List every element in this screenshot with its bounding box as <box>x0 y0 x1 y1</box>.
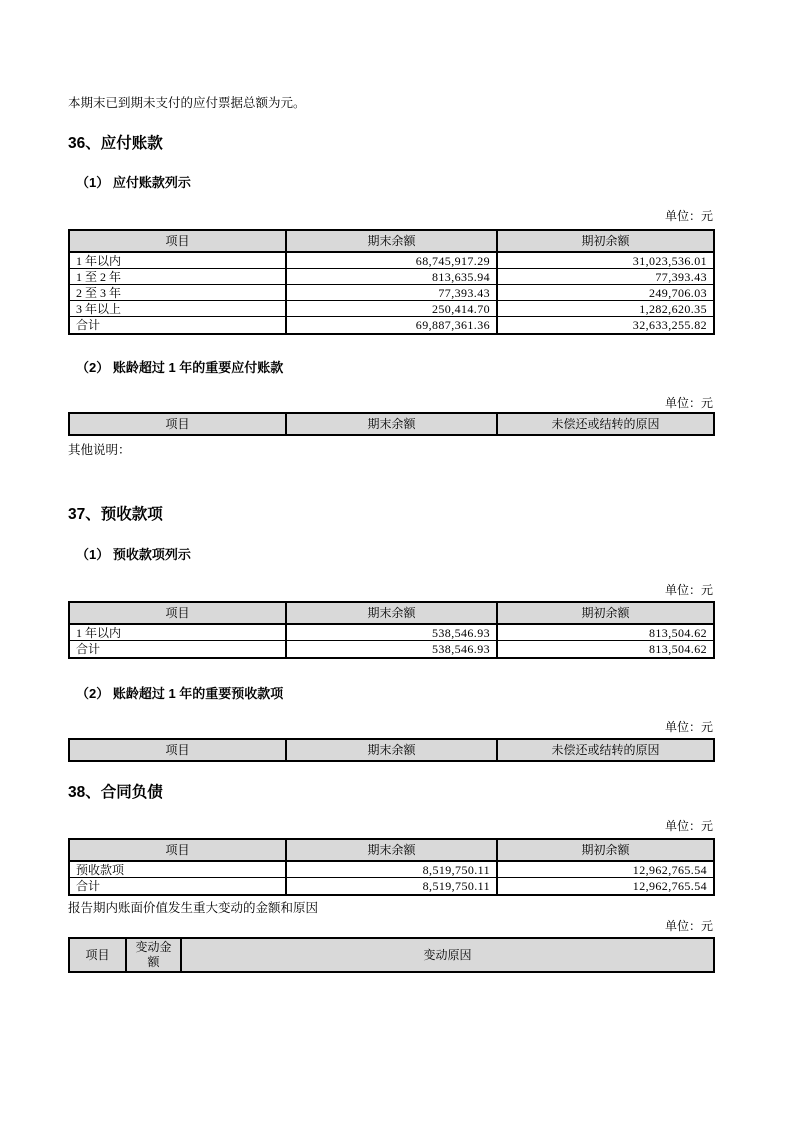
beginning-balance-cell: 31,023,536.01 <box>497 252 714 269</box>
ending-balance-cell: 8,519,750.11 <box>286 861 497 878</box>
table-header-row <box>69 413 714 435</box>
total-beginning-balance-cell: 813,504.62 <box>497 641 714 659</box>
item-cell: 1 至 2 年 <box>69 269 286 285</box>
ending-balance-cell: 538,546.93 <box>286 624 497 641</box>
column-header-unsettled-reason: 未偿还或结转的原因 <box>497 739 714 761</box>
section-36-sub-2-title: （2） 账龄超过 1 年的重要应付账款 <box>76 360 284 375</box>
table-row <box>69 861 714 878</box>
beginning-balance-cell: 12,962,765.54 <box>497 861 714 878</box>
column-header-ending-balance: 期末余额 <box>286 230 497 252</box>
beginning-balance-cell: 1,282,620.35 <box>497 301 714 317</box>
section-38-title: 38、合同负债 <box>68 784 163 801</box>
table-row <box>69 269 714 285</box>
ending-balance-cell: 250,414.70 <box>286 301 497 317</box>
section-36-sub-1-title: （1） 应付账款列示 <box>76 175 191 190</box>
column-header-item: 项目 <box>69 739 286 761</box>
section-36-title: 36、应付账款 <box>68 135 163 152</box>
ending-balance-cell: 813,635.94 <box>286 269 497 285</box>
item-cell: 1 年以内 <box>69 252 286 269</box>
total-row <box>69 641 714 659</box>
item-cell: 1 年以内 <box>69 624 286 641</box>
table-header-row <box>69 938 714 972</box>
column-header-ending-balance: 期末余额 <box>286 739 497 761</box>
unit-label: 单位：元 <box>664 819 713 833</box>
table-row <box>69 285 714 301</box>
unit-label: 单位：元 <box>664 209 713 223</box>
total-ending-balance-cell: 8,519,750.11 <box>286 878 497 896</box>
column-header-ending-balance: 期末余额 <box>286 413 497 435</box>
column-header-unsettled-reason: 未偿还或结转的原因 <box>497 413 714 435</box>
intro-paragraph: 本期末已到期未支付的应付票据总额为元。 <box>68 96 306 110</box>
table-header-row <box>69 739 714 761</box>
payables-aging-table <box>68 229 715 335</box>
total-ending-balance-cell: 69,887,361.36 <box>286 317 497 335</box>
advance-receipts-over-1-year-table <box>68 738 715 762</box>
total-label-cell: 合计 <box>69 878 286 896</box>
beginning-balance-cell: 813,504.62 <box>497 624 714 641</box>
unit-label: 单位：元 <box>664 396 713 410</box>
column-header-ending-balance: 期末余额 <box>286 839 497 861</box>
contract-liabilities-table <box>68 838 715 896</box>
item-cell: 预收款项 <box>69 861 286 878</box>
column-header-item: 项目 <box>69 938 126 972</box>
column-header-item: 项目 <box>69 413 286 435</box>
column-header-item: 项目 <box>69 230 286 252</box>
section-37-title: 37、预收款项 <box>68 506 163 523</box>
other-notes-label: 其他说明： <box>68 443 131 457</box>
payables-over-1-year-table <box>68 412 715 436</box>
beginning-balance-cell: 249,706.03 <box>497 285 714 301</box>
table-header-row <box>69 230 714 252</box>
ending-balance-cell: 77,393.43 <box>286 285 497 301</box>
beginning-balance-cell: 77,393.43 <box>497 269 714 285</box>
total-beginning-balance-cell: 12,962,765.54 <box>497 878 714 896</box>
advance-receipts-table <box>68 601 715 659</box>
column-header-item: 项目 <box>69 839 286 861</box>
change-reason-table <box>68 937 715 973</box>
total-row <box>69 878 714 896</box>
table-row <box>69 252 714 269</box>
table-row <box>69 301 714 317</box>
column-header-change-reason: 变动原因 <box>181 938 714 972</box>
section-37-sub-2-title: （2） 账龄超过 1 年的重要预收款项 <box>76 686 284 701</box>
total-row <box>69 317 714 335</box>
column-header-beginning-balance: 期初余额 <box>497 839 714 861</box>
unit-label: 单位：元 <box>664 583 713 597</box>
column-header-item: 项目 <box>69 602 286 624</box>
item-cell: 2 至 3 年 <box>69 285 286 301</box>
table-header-row <box>69 602 714 624</box>
total-label-cell: 合计 <box>69 641 286 659</box>
table-row <box>69 624 714 641</box>
column-header-change-amount: 变动金额 <box>126 938 181 972</box>
unit-label: 单位：元 <box>664 919 713 933</box>
total-label-cell: 合计 <box>69 317 286 335</box>
column-header-beginning-balance: 期初余额 <box>497 602 714 624</box>
table-header-row <box>69 839 714 861</box>
column-header-ending-balance: 期末余额 <box>286 602 497 624</box>
carrying-value-change-note: 报告期内账面价值发生重大变动的金额和原因 <box>68 901 319 915</box>
total-beginning-balance-cell: 32,633,255.82 <box>497 317 714 335</box>
column-header-beginning-balance: 期初余额 <box>497 230 714 252</box>
unit-label: 单位：元 <box>664 720 713 734</box>
section-37-sub-1-title: （1） 预收款项列示 <box>76 547 191 562</box>
item-cell: 3 年以上 <box>69 301 286 317</box>
ending-balance-cell: 68,745,917.29 <box>286 252 497 269</box>
total-ending-balance-cell: 538,546.93 <box>286 641 497 659</box>
